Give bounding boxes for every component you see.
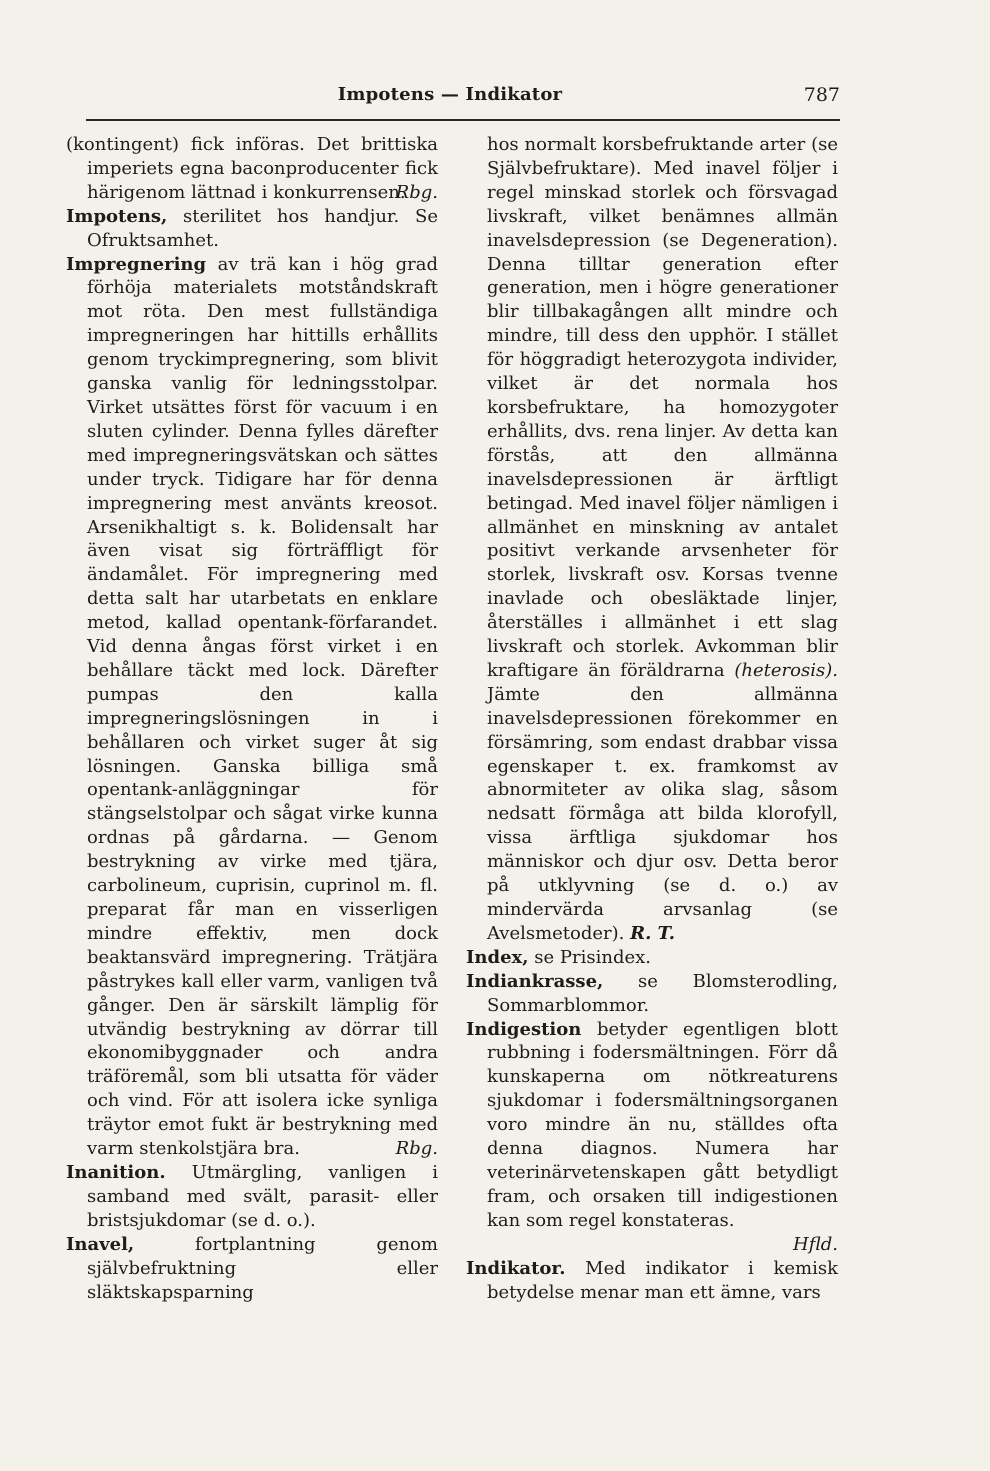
headword: Indikator. [466,1257,566,1279]
headword: Indigestion [466,1018,582,1040]
headword: Inavel, [66,1233,135,1255]
headword: Impotens, [66,205,168,227]
entry-inanition [66,1161,438,1233]
entry-index [466,946,838,970]
headword: Index, [466,946,529,968]
running-header: Impotens — Indikator [337,84,563,105]
entry-indiankrasse [466,970,838,1018]
entry-text: (kontingent) fick införas. Det brittiska imperiets egna baconproducenter fick härigenom lättnad i konkurrensen. [66,134,438,203]
entry-text: Med indikator i kemisk betydelse menar man ett ämne, vars [487,1257,838,1303]
author-signature: Rbg. [395,181,438,203]
entry-text: sterilitet hos handjur. Se Ofruktsamhet. [87,205,438,251]
entry-indikator [466,1257,838,1305]
headword: Indiankrasse, [466,970,604,992]
author-signature: Hfld. [793,1233,838,1255]
entry-impotens [66,205,438,253]
author-signature: Rbg. [395,1138,438,1160]
entry-text: hos normalt korsbefruktande arter (se Självbefruktare). Med inavel följer i regel minskad storlek och försvagad livskraft, vilket benämnes allmän inavelsdepression (se Degeneration). Denna tilltar generation efter generation, men i högre generationer blir tillbakagången allt mindre och mindre, till dess den upphör. I stället för höggradigt heterozygota individer, vilket är det normala hos korsbefruktare, ha homozygoter erhållits, dvs. rena linjer. Av detta kan förstås, att den allmänna inavelsdepressionen är ärftligt betingad. Med inavel följer nämligen i allmänhet en minskning av antalet positivt verkande arvsenheter för storlek, livskraft osv. Korsas tvenne inavlade och obesläktade linjer, återställes i allmänhet i ett slag livskraft och storlek. Avkomman blir kraftigare än föräldrarna [487,134,838,681]
entry-text: Jämte den allmänna inavelsdepressionen förekommer en försämring, som endast drabbar vissa egenskaper t. ex. framkomst av abnormiteter av olika slag, såsom nedsatt förmåga att bilda klorofyll, vissa ärftliga sjukdomar hos människor och djur osv. Detta beror på utklyvning (se d. o.) av mindervärda arvsanlag (se Avelsmetoder). [487,683,838,944]
headword: Impregnering [66,253,207,275]
entry-inavel-continued [466,133,838,946]
entry-inavel [66,1233,438,1305]
italic-term: (heterosis). [734,659,838,681]
page-number: 787 [803,84,840,106]
author-signature: R. T. [630,922,675,944]
header-rule [86,119,840,121]
entry-text: se Blomsterodling, Sommarblommor. [487,970,838,1016]
entry-text: av trä kan i hög grad förhöja materialets motståndskraft mot röta. Den mest fullständiga impregneringen har hittills erhållits genom tryckimpregnering, som blivit ganska vanlig för ledningsstolpar. Virket utsättes först för vacuum i en sluten cylinder. Denna fylles därefter med impregneringsvätskan och sättes under tryck. Tidigare har för denna impregnering mest använts kreosot. Arsenikhaltigt s. k. Bolidensalt har även visat sig förträffligt för ändamålet. För impregnering med detta salt har utarbetats en enklare metod, kallad opentank-förfarandet. Vid denna ångas först virket i en behållare täckt med lock. Därefter pumpas den kalla impregneringslösningen in i behållaren och virket suger åt sig lösningen. Ganska billiga små opentank-anläggningar för stängselstolpar och sågat virke kunna ordnas på gårdarna. — Genom bestrykning av virke med tjära, carbolineum, cuprisin, cuprinol m. fl. preparat får man en visserligen mindre effektiv, men dock beaktansvärd impregnering. Trätjära påstrykes kall eller varm, vanligen två gånger. Den är särskilt lämplig för utvändig bestrykning av dörrar till ekonomibyggnader och andra träföremål, som bli utsatta för väder och vind. För att isolera icke synliga träytor emot fukt är bestrykning med varm stenkolstjära bra. [87,253,438,1160]
entry-indigestion [466,1018,838,1257]
entry-text: fortplantning genom självbefruktning eller släktskapsparning [87,1233,438,1303]
entry-impregnering [66,253,438,1161]
entry-text: Utmärgling, vanligen i samband med svält, parasit- eller bristsjukdomar (se d. o.). [87,1161,438,1231]
right-column [466,133,838,1304]
headword: Inanition. [66,1161,166,1183]
entry-continuation [66,133,438,205]
entry-text: betyder egentligen blott rubbning i fodersmältningen. Förr då kunskaperna om nötkreaturens sjukdomar i fodersmältningsorganen voro mindre än nu, ställdes ofta denna diagnos. Numera har veterinärvetenskapen gått betydligt fram, och orsaken till indigestionen kan som regel konstateras. [487,1018,838,1231]
left-column [66,133,438,1304]
entry-text: se Prisindex. [534,946,651,968]
